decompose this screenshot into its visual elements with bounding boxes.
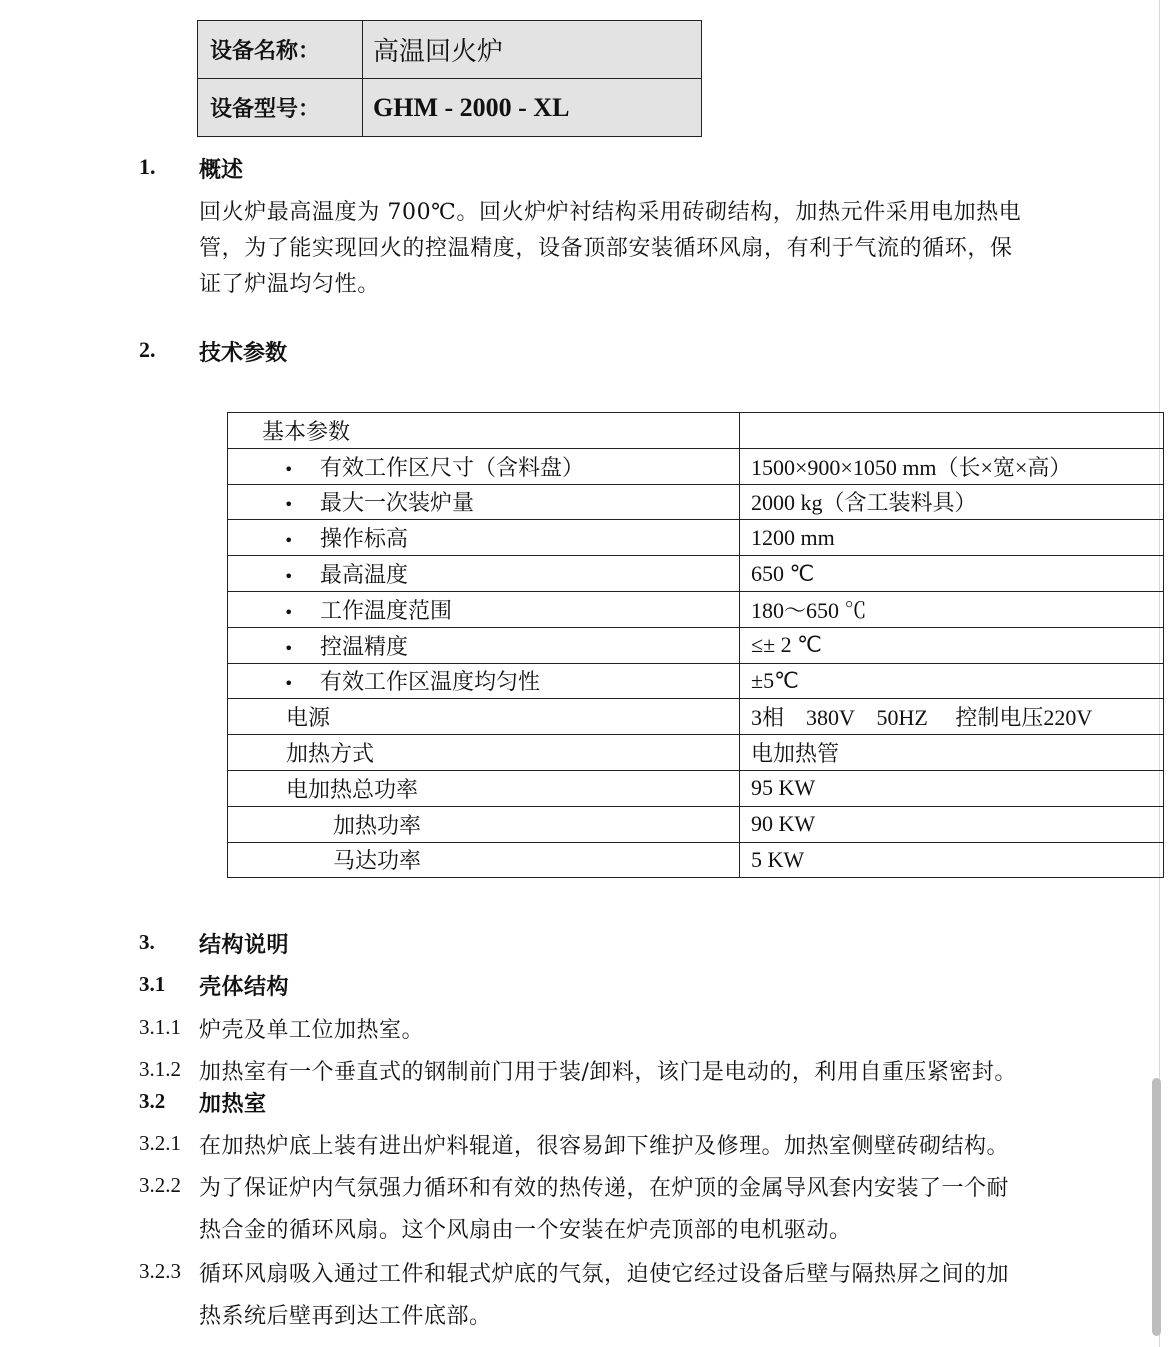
paragraph-line: 回火炉最高温度为 700℃。回火炉炉衬结构采用砖砌结构，加热元件采用电加热电 [199,200,1022,225]
section-3-1-title: 壳体结构 [199,975,290,1000]
bullet-icon: • [284,602,294,622]
table-row [228,448,1164,484]
param-value: 3相 380V 50HZ 控制电压220V [740,699,1164,735]
section-1-number: 1. [139,154,156,179]
param-value: ±5℃ [740,663,1164,699]
equipment-header-table [197,20,702,137]
param-value: 95 KW [740,770,1164,806]
paragraph-line: 证了炉温均匀性。 [199,272,380,297]
vertical-scrollbar[interactable] [1152,1078,1161,1336]
table-header-row [228,413,1164,449]
table-row [228,484,1164,520]
param-label-cell [228,806,740,842]
table-row [228,699,1164,735]
table-row [228,735,1164,771]
paragraph-line: 管，为了能实现回火的控温精度，设备顶部安装循环风扇，有利于气流的循环，保 [199,236,1013,261]
section-3-2-3-line-1: 循环风扇吸入通过工件和辊式炉底的气氛，迫使它经过设备后壁与隔热屏之间的加 [199,1262,1010,1287]
equipment-model-row [198,79,702,137]
param-label-cell [228,663,740,699]
section-3-2-title: 加热室 [199,1092,267,1117]
section-3-title: 结构说明 [199,933,290,958]
table-row [228,591,1164,627]
section-3-2-2-number: 3.2.2 [139,1173,181,1197]
param-label-cell [228,484,740,520]
equipment-model-label: 设备型号： [198,79,363,137]
param-value: 电加热管 [740,735,1164,771]
section-3-2-2-line-2: 热合金的循环风扇。这个风扇由一个安装在炉壳顶部的电机驱动。 [199,1218,852,1243]
param-label-cell [228,842,740,878]
section-1-paragraph [199,195,1049,303]
param-value: 180～650 ℃ [740,591,1164,627]
param-label: 有效工作区尺寸（含料盘） [320,455,585,481]
param-label-cell [228,520,740,556]
param-label: 加热方式 [286,742,375,768]
table-row [228,806,1164,842]
section-3-1-1-text: 炉壳及单工位加热室。 [199,1018,425,1043]
bullet-icon: • [284,531,294,551]
table-row [228,663,1164,699]
table-row [228,770,1164,806]
param-label: 加热功率 [333,813,422,839]
param-label-cell [228,627,740,663]
param-value: 650 ℃ [740,556,1164,592]
param-label: 操作标高 [320,527,409,553]
table-row [228,627,1164,663]
param-label: 最大一次装炉量 [320,491,475,517]
param-label: 有效工作区温度均匀性 [320,670,541,696]
param-label: 马达功率 [333,849,422,875]
bullet-icon: • [284,638,294,658]
section-3-1-number: 3.1 [139,972,166,996]
equipment-name-label: 设备名称： [198,21,363,79]
empty-header-cell [740,413,1164,449]
equipment-name-value: 高温回火炉 [363,21,702,79]
param-label-cell [228,448,740,484]
param-value: 1200 mm [740,520,1164,556]
section-2-title: 技术参数 [199,341,288,366]
param-value: 5 KW [740,842,1164,878]
param-label-cell [228,770,740,806]
param-value: 1500×900×1050 mm（长×宽×高） [740,448,1164,484]
section-2-number: 2. [139,337,156,362]
param-label: 电加热总功率 [286,777,419,803]
param-label: 最高温度 [320,563,409,589]
param-label-cell [228,735,740,771]
equipment-name-row [198,21,702,79]
bullet-icon: • [284,567,294,587]
section-3-1-2-number: 3.1.2 [139,1057,181,1081]
param-label-cell [228,591,740,627]
section-3-1-1-number: 3.1.1 [139,1015,181,1039]
param-label: 工作温度范围 [320,598,453,624]
section-3-number: 3. [139,930,155,954]
section-3-2-3-line-2: 热系统后壁再到达工件底部。 [199,1304,492,1329]
section-3-2-1-text: 在加热炉底上装有进出炉料辊道，很容易卸下维护及修理。加热室侧壁砖砌结构。 [199,1134,1010,1159]
section-1-title: 概述 [199,158,244,183]
basic-params-header: 基本参数 [228,413,740,449]
param-value: 90 KW [740,806,1164,842]
param-value: 2000 kg（含工装料具） [740,484,1164,520]
bullet-icon: • [284,459,294,479]
param-label-cell [228,699,740,735]
table-row [228,556,1164,592]
param-label-cell [228,556,740,592]
table-row [228,842,1164,878]
section-3-1-2-text: 加热室有一个垂直式的钢制前门用于装/卸料，该门是电动的，利用自重压紧密封。 [199,1060,1017,1085]
section-3-2-number: 3.2 [139,1089,166,1113]
param-label: 控温精度 [320,634,409,660]
section-3-2-2-line-1: 为了保证炉内气氛强力循环和有效的热传递，在炉顶的金属导风套内安装了一个耐 [199,1176,1010,1201]
equipment-model-value: GHM - 2000 - XL [363,79,702,137]
section-3-2-3-number: 3.2.3 [139,1259,181,1283]
technical-parameters-table [227,412,1164,878]
section-3-2-1-number: 3.2.1 [139,1131,181,1155]
table-row [228,520,1164,556]
bullet-icon: • [284,495,294,515]
param-value: ≤± 2 ℃ [740,627,1164,663]
param-label: 电源 [286,706,331,732]
bullet-icon: • [284,674,294,694]
